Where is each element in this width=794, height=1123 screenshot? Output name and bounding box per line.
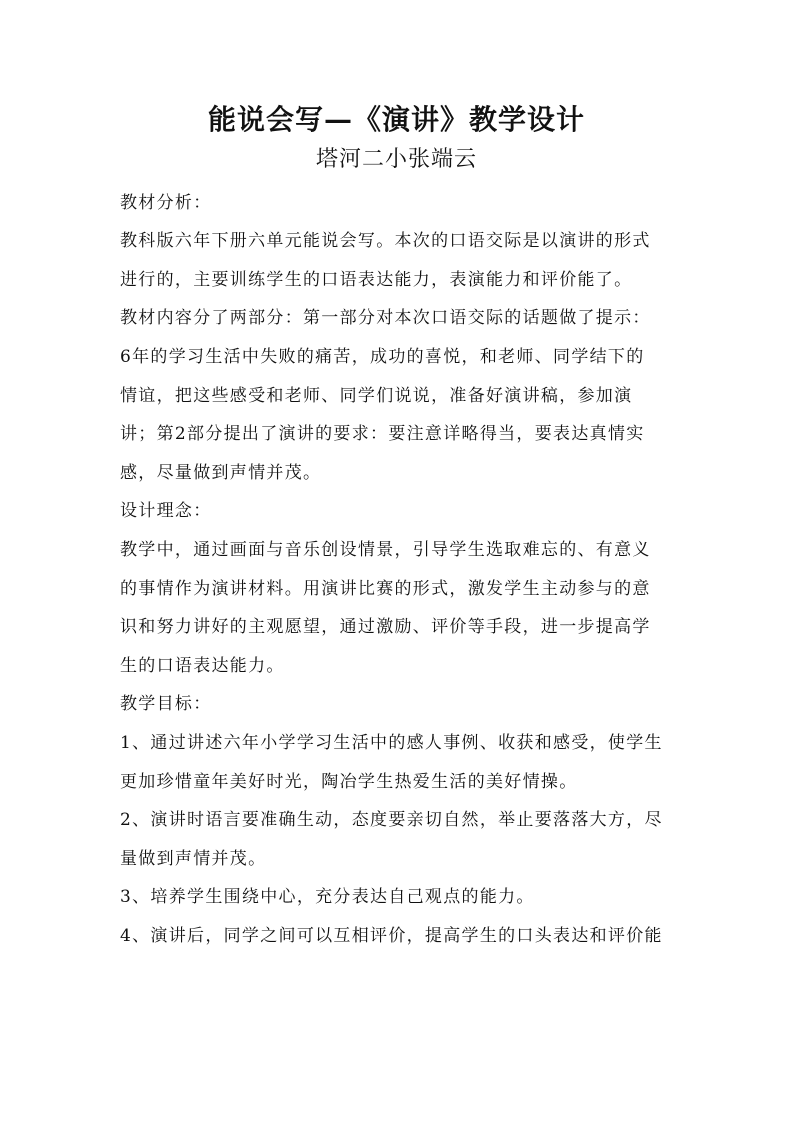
paragraph-line: 教科版六年下册六单元能说会写。本次的口语交际是以演讲的形式 (120, 231, 651, 252)
paragraph-line: 情谊，把这些感受和老师、同学们说说，准备好演讲稿，参加演 (120, 385, 633, 406)
goal-item-line: 3、培养学生围绕中心，充分表达自己观点的能力。 (120, 887, 535, 908)
goal-item-line: 更加珍惜童年美好时光，陶冶学生热爱生活的美好情操。 (120, 771, 578, 792)
goal-item-line: 量做到声情并茂。 (120, 848, 267, 869)
paragraph-line: 教材内容分了两部分：第一部分对本次口语交际的话题做了提示： (120, 308, 651, 329)
paragraph-line: 的事情作为演讲材料。用演讲比赛的形式，激发学生主动参与的意 (120, 578, 651, 599)
paragraph-line: 识和努力讲好的主观愿望，通过激励、评价等手段，进一步提高学 (120, 617, 651, 638)
paragraph-line: 感，尽量做到声情并茂。 (120, 462, 322, 483)
paragraph-line: 生的口语表达能力。 (120, 655, 285, 676)
paragraph-line: 讲；第2部分提出了演讲的要求：要注意详略得当，要表达真情实 (120, 424, 645, 445)
paragraph-line: 6年的学习生活中失败的痛苦，成功的喜悦，和老师、同学结下的 (120, 347, 645, 368)
document-title: 能说会写—《演讲》教学设计 (207, 103, 585, 136)
section-heading-teaching-goals: 教学目标： (120, 694, 212, 715)
document-body (120, 184, 680, 956)
paragraph-line: 教学中，通过画面与音乐创设情景，引导学生选取难忘的、有意义 (120, 540, 651, 561)
section-heading-material-analysis: 教材分析： (120, 192, 212, 213)
paragraph-line: 进行的，主要训练学生的口语表达能力，表演能力和评价能了。 (120, 269, 633, 290)
section-heading-design-concept: 设计理念： (120, 501, 212, 522)
document-author: 塔河二小张端云 (315, 147, 477, 172)
goal-item-line: 4、演讲后，同学之间可以互相评价，提高学生的口头表达和评价能 (120, 925, 663, 946)
goal-item-line: 2、演讲时语言要准确生动，态度要亲切自然，举止要落落大方，尽 (120, 810, 663, 831)
goal-item-line: 1、通过讲述六年小学学习生活中的感人事例、收获和感受，使学生 (120, 733, 663, 753)
